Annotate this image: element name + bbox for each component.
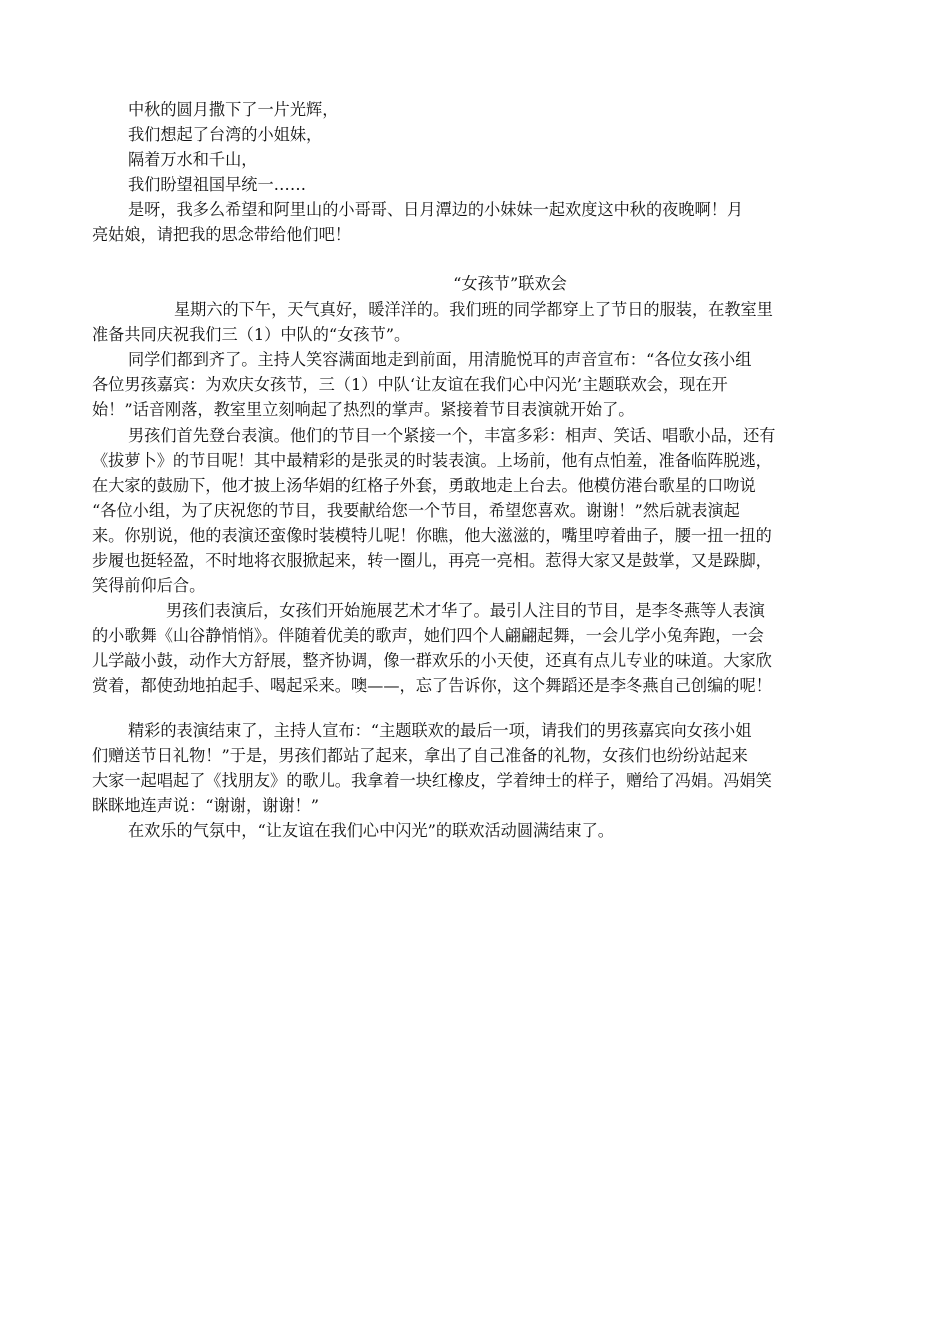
paragraph-line: 在欢乐的气氛中，“让友谊在我们心中闪光”的联欢活动圆满结束了。 bbox=[128, 821, 614, 840]
paragraph-1 bbox=[92, 297, 862, 347]
paragraph-line: 的小歌舞《山谷静悄悄》。伴随着优美的歌声，她们四个人翩翩起舞，一会儿学小兔奔跑，一会 bbox=[92, 626, 764, 645]
paragraph-line: “各位小组，为了庆祝您的节目，我要献给您一个节目，希望您喜欢。谢谢！”然后就表演起 bbox=[92, 501, 740, 520]
paragraph-2 bbox=[92, 347, 862, 422]
paragraph-line: 男孩们首先登台表演。他们的节目一个紧接一个，丰富多彩：相声、笑话、唱歌小品，还有 bbox=[128, 426, 776, 445]
paragraph-line: 准备共同庆祝我们三（1）中队的“女孩节”。 bbox=[92, 325, 411, 344]
paragraph-line: 儿学敲小鼓，动作大方舒展，整齐协调，像一群欢乐的小天使，还真有点儿专业的味道。大家欣 bbox=[92, 651, 772, 670]
poem-stanza bbox=[92, 97, 862, 197]
paragraph-4 bbox=[92, 598, 862, 698]
paragraph-6 bbox=[92, 818, 862, 843]
paragraph-line: 笑得前仰后合。 bbox=[92, 576, 206, 595]
poem-line: 我们想起了台湾的小姐妹， bbox=[128, 125, 323, 144]
poem-line: 隔着万水和千山， bbox=[128, 150, 258, 169]
poem-line: 我们盼望祖国早统一…… bbox=[128, 175, 307, 194]
poem-ending-paragraph bbox=[92, 197, 862, 247]
paragraph-line: 同学们都到齐了。主持人笑容满面地走到前面，用清脆悦耳的声音宣布：“各位女孩小组 bbox=[128, 350, 752, 369]
paragraph-line: 眯眯地连声说：“谢谢，谢谢！” bbox=[92, 796, 319, 815]
paragraph-line: 大家一起唱起了《找朋友》的歌儿。我拿着一块红橡皮，学着绅士的样子，赠给了冯娟。冯娟笑 bbox=[92, 771, 772, 790]
paragraph-line: 步履也挺轻盈，不时地将衣服掀起来，转一圈儿，再亮一亮相。惹得大家又是鼓掌，又是跺脚， bbox=[92, 551, 772, 570]
paragraph-line: 赏着，都使劲地拍起手、喝起采来。噢——，忘了告诉你，这个舞蹈还是李冬燕自己创编的呢！ bbox=[92, 676, 772, 695]
poem-line: 中秋的圆月撒下了一片光辉， bbox=[128, 100, 339, 119]
article-title: “女孩节”联欢会 bbox=[453, 274, 567, 293]
paragraph-line: 星期六的下午，天气真好，暖洋洋的。我们班的同学都穿上了节日的服装，在教室里 bbox=[174, 300, 773, 319]
paragraph-line: 在大家的鼓励下，他才披上汤华娟的红格子外套，勇敢地走上台去。他模仿港台歌星的口吻说 bbox=[92, 476, 756, 495]
paragraph-5 bbox=[92, 718, 862, 818]
paragraph-line: 始！”话音刚落，教室里立刻响起了热烈的掌声。紧接着节目表演就开始了。 bbox=[92, 400, 635, 419]
paragraph-line: 各位男孩嘉宾：为欢庆女孩节，三（1）中队‘让友谊在我们心中闪光’主题联欢会，现在开 bbox=[92, 375, 728, 394]
paragraph-line: 是呀，我多么希望和阿里山的小哥哥、日月潭边的小妹妹一起欢度这中秋的夜晚啊！月 bbox=[128, 200, 744, 219]
paragraph-3 bbox=[92, 423, 862, 598]
paragraph-line: 男孩们表演后，女孩们开始施展艺术才华了。最引人注目的节目，是李冬燕等人表演 bbox=[166, 601, 765, 620]
paragraph-line: 们赠送节日礼物！”于是，男孩们都站了起来，拿出了自己准备的礼物，女孩们也纷纷站起来 bbox=[92, 746, 748, 765]
paragraph-line: 《拔萝卜》的节目呢！其中最精彩的是张灵的时装表演。上场前，他有点怕羞，准备临阵脱逃， bbox=[92, 451, 772, 470]
paragraph-line: 来。你别说，他的表演还蛮像时装模特儿呢！你瞧，他大滋滋的，嘴里哼着曲子，腰一扭一扭的 bbox=[92, 526, 772, 545]
paragraph-line: 亮姑娘，请把我的思念带给他们吧！ bbox=[92, 225, 351, 244]
paragraph-line: 精彩的表演结束了，主持人宣布：“主题联欢的最后一项，请我们的男孩嘉宾向女孩小姐 bbox=[128, 721, 752, 740]
